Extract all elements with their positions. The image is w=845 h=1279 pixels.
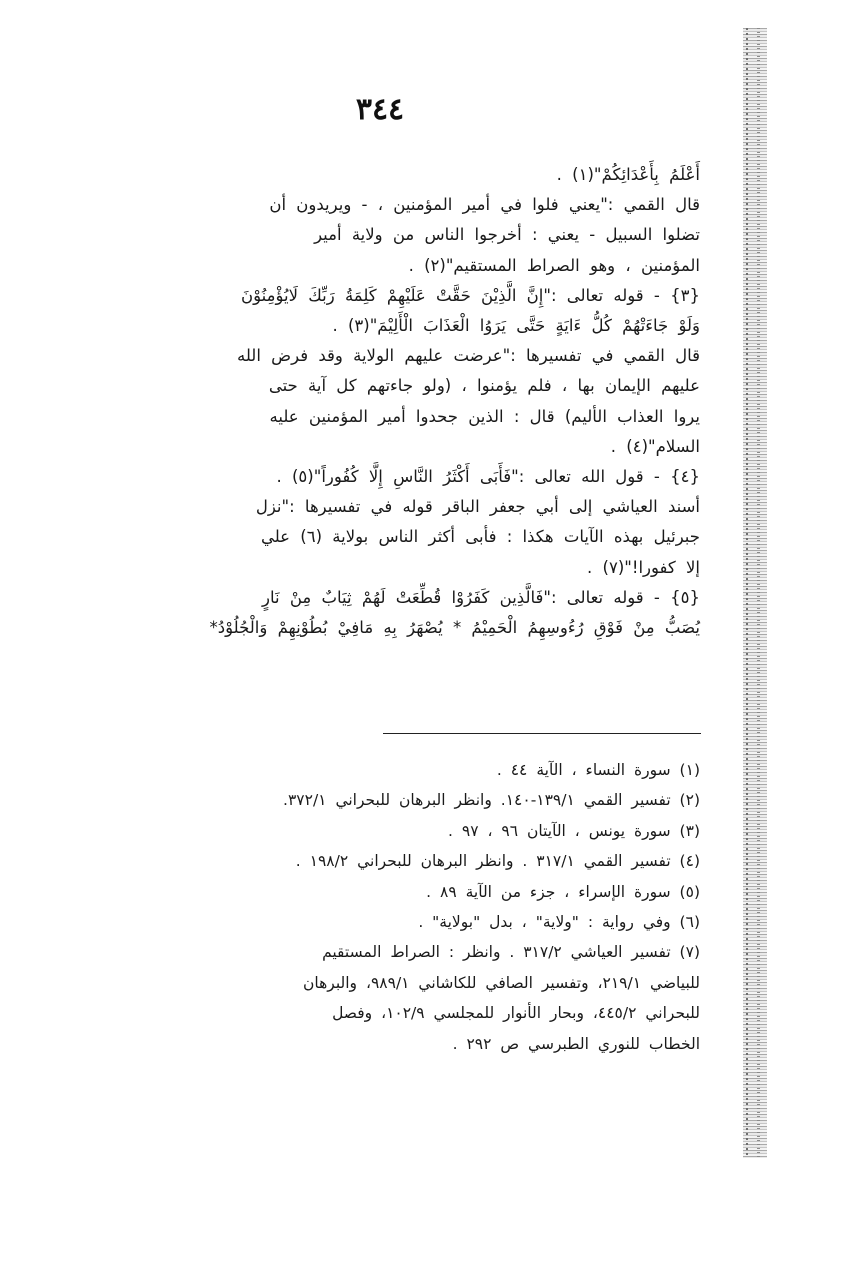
text-line: يُصَبُّ مِنْ فَوْقِ رُءُوسِهِمُ الْحَمِيْمُ * يُصْهَرُ بِهِ مَافِيْ بُطُوْنِهِمْ وَالْجُلُوْدُ* bbox=[209, 618, 700, 638]
text-line: {٣} - قوله تعالى :"إِنَّ الَّذِيْنَ حَقَّتْ عَلَيْهِمْ كَلِمَةُ رَبِّكَ لَايُؤْمِنُوْنَ bbox=[241, 285, 700, 305]
text-line: {٥} - قوله تعالى :"فَالَّذِين كَفَرُوْا قُطِّعَتْ لَهُمْ ثِيَابٌ مِنْ نَارٍ bbox=[262, 587, 700, 607]
footnote-line: للبحراني ٤٤٥/٢، وبحار الأنوار للمجلسي ١٠٢/٩، وفصل bbox=[332, 1004, 700, 1023]
text-line: تضلوا السبيل - يعني : أخرجوا الناس من ولاية أمير bbox=[314, 225, 700, 245]
footnote-line: (٤) تفسير القمي ٣١٧/١ . وانظر البرهان للبحراني ١٩٨/٢ . bbox=[295, 852, 700, 871]
footnote-line: (٧) تفسير العياشي ٣١٧/٢ . وانظر : الصراط المستقيم bbox=[322, 943, 700, 962]
page-binding-edge bbox=[743, 28, 767, 1158]
footnote-line: (٥) سورة الإسراء ، جزء من الآية ٨٩ . bbox=[426, 882, 700, 901]
text-line: عليهم الإيمان بها ، فلم يؤمنوا ، (ولو جاءتهم كل آية حتى bbox=[268, 376, 700, 396]
text-line: قال القمي :"يعني فلوا في أمير المؤمنين ، - ويريدون أن bbox=[269, 195, 700, 215]
footnote-line: (٣) سورة يونس ، الآيتان ٩٦ ، ٩٧ . bbox=[448, 821, 700, 840]
text-line: السلام"(٤) . bbox=[610, 436, 700, 456]
footnote-separator bbox=[383, 733, 701, 734]
text-line: جبرئيل بهذه الآيات هكذا : فأبى أكثر الناس بولاية (٦) علي bbox=[260, 527, 700, 547]
text-line: {٤} - قول الله تعالى :"فَأَبَى أَكْثَرُ النَّاسِ إِلَّا كُفُوراً"(٥) . bbox=[276, 467, 700, 487]
footnote-line: (٦) وفي رواية : "ولاية" ، بدل "بولاية" . bbox=[418, 913, 700, 932]
footnote-line: الخطاب للنوري الطبرسي ص ٢٩٢ . bbox=[452, 1034, 700, 1053]
footnotes bbox=[120, 755, 700, 1059]
footnote-line: للبياضي ٢١٩/١، وتفسير الصافي للكاشاني ٩٨٩/١، والبرهان bbox=[303, 973, 700, 992]
text-line: إلا كفورا!"(٧) . bbox=[587, 557, 700, 577]
footnote-line: (١) سورة النساء ، الآية ٤٤ . bbox=[496, 761, 700, 779]
text-line: وَلَوْ جَاءَتْهُمْ كُلُّ ءَايَةٍ حَتَّى يَرَوُا الْعَذَابَ الْأَلِيْمَ"(٣) . bbox=[332, 316, 700, 336]
text-line: المؤمنين ، وهو الصراط المستقيم"(٢) . bbox=[408, 255, 700, 275]
footnote-line: (٢) تفسير القمي ١٣٩/١-١٤٠. وانظر البرهان للبحراني ٣٧٢/١. bbox=[283, 791, 700, 810]
main-text bbox=[120, 160, 700, 643]
text-line: يروا العذاب الأليم) قال : الذين جحدوا أمير المؤمنين عليه bbox=[269, 406, 700, 426]
text-line: أَعْلَمُ بِأَعْدَائِكُمْ"(١) . bbox=[556, 165, 700, 184]
text-line: قال القمي في تفسيرها :"عرضت عليهم الولاية وقد فرض الله bbox=[236, 346, 700, 366]
text-line: أسند العياشي إلى أبي جعفر الباقر قوله في تفسيرها :"نزل bbox=[255, 497, 700, 517]
page-number: ٣٤٤ bbox=[355, 92, 405, 127]
